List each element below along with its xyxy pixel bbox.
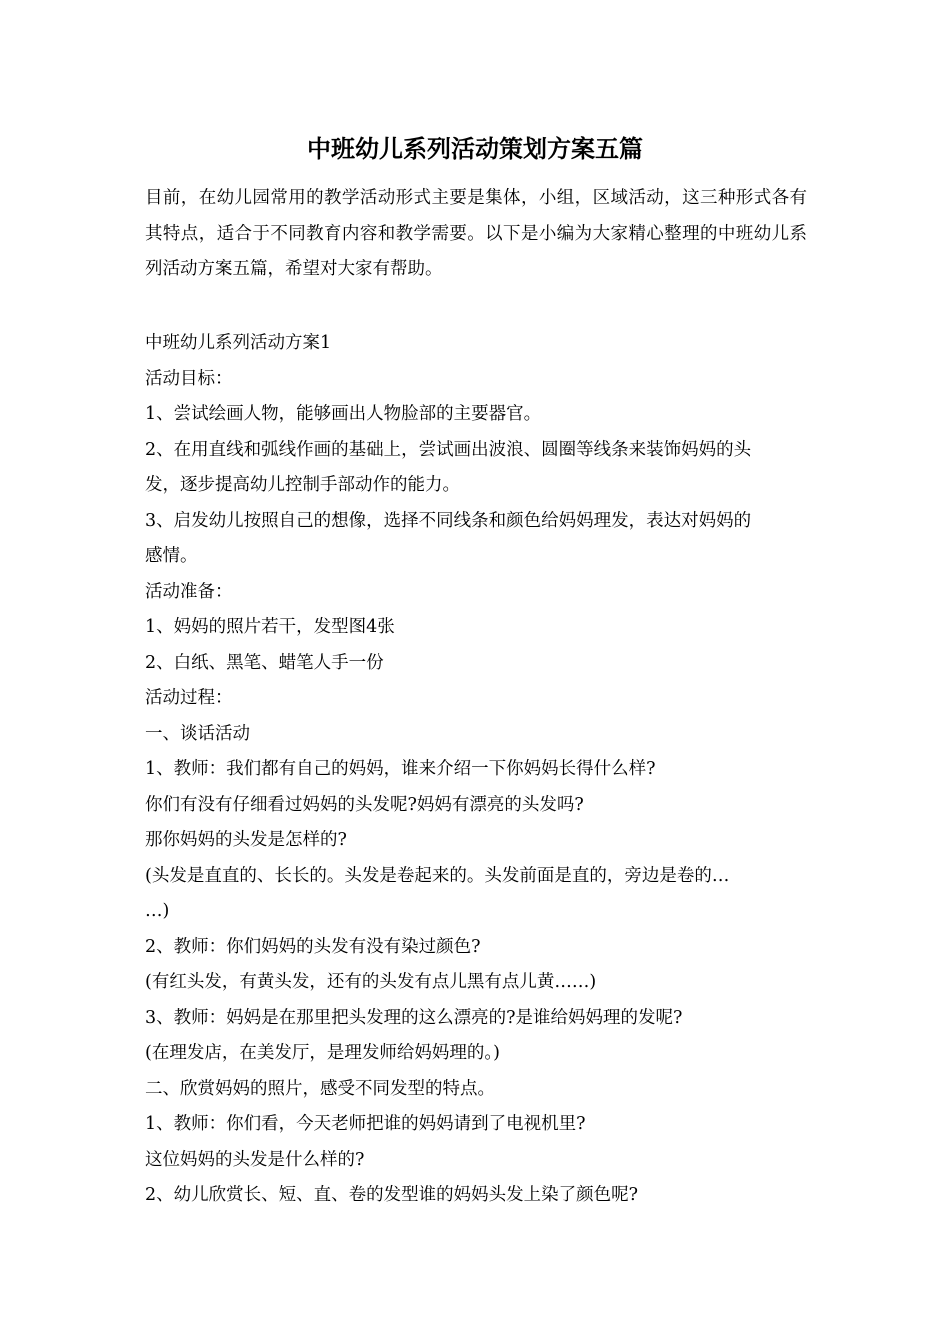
text-line: (在理发店，在美发厅，是理发师给妈妈理的。) (145, 1043, 500, 1063)
text-line: (头发是直直的、长长的。头发是卷起来的。头发前面是直的，旁边是卷的… (145, 865, 730, 886)
text-line: 这位妈妈的头发是什么样的? (145, 1149, 365, 1170)
intro-paragraph: 目前，在幼儿园常用的教学活动形式主要是集体，小组，区域活动，这三种形式各有其特点，适合于不同教育内容和教学需要。以下是小编为大家精心整理的中班幼儿系列活动方案五篇，希望对大家有帮助。 (145, 188, 807, 279)
section-heading: 中班幼儿系列活动方案1 (145, 333, 332, 353)
text-line: 2、白纸、黑笔、蜡笔人手一份 (145, 652, 384, 673)
text-line: 发，逐步提高幼儿控制手部动作的能力。 (145, 475, 460, 495)
text-line: …) (145, 901, 170, 921)
text-line: 1、教师：我们都有自己的妈妈，谁来介绍一下你妈妈长得什么样? (145, 759, 656, 779)
body-text (145, 326, 810, 1214)
document-title: 中班幼儿系列活动策划方案五篇 (307, 134, 643, 163)
text-line: 那你妈妈的头发是怎样的? (145, 830, 347, 850)
text-line: 2、教师：你们妈妈的头发有没有染过颜色? (145, 936, 481, 957)
text-line: 活动目标： (145, 368, 233, 389)
text-line: 1、教师：你们看，今天老师把谁的妈妈请到了电视机里? (145, 1114, 586, 1134)
text-line: 1、妈妈的照片若干，发型图4张 (145, 617, 395, 637)
text-line: 活动过程： (145, 688, 233, 708)
text-line: 你们有没有仔细看过妈妈的头发呢?妈妈有漂亮的头发吗? (145, 794, 584, 815)
text-line: 一、谈话活动 (145, 723, 250, 744)
text-line: 二、欣赏妈妈的照片，感受不同发型的特点。 (145, 1078, 495, 1099)
text-line: 感情。 (145, 546, 198, 566)
text-line: 3、教师：妈妈是在那里把头发理的这么漂亮的?是谁给妈妈理的发呢? (145, 1007, 683, 1028)
text-line: 1、尝试绘画人物，能够画出人物脸部的主要器官。 (145, 404, 542, 424)
text-line: 2、在用直线和弧线作画的基础上，尝试画出波浪、圆圈等线条来装饰妈妈的头 (145, 439, 752, 460)
text-line: 2、幼儿欣赏长、短、直、卷的发型谁的妈妈头发上染了颜色呢? (145, 1185, 639, 1205)
text-line: 活动准备： (145, 581, 233, 602)
text-line: 3、启发幼儿按照自己的想像，选择不同线条和颜色给妈妈理发，表达对妈妈的 (145, 510, 752, 531)
text-line: (有红头发，有黄头发，还有的头发有点儿黑有点儿黄……) (145, 972, 597, 992)
